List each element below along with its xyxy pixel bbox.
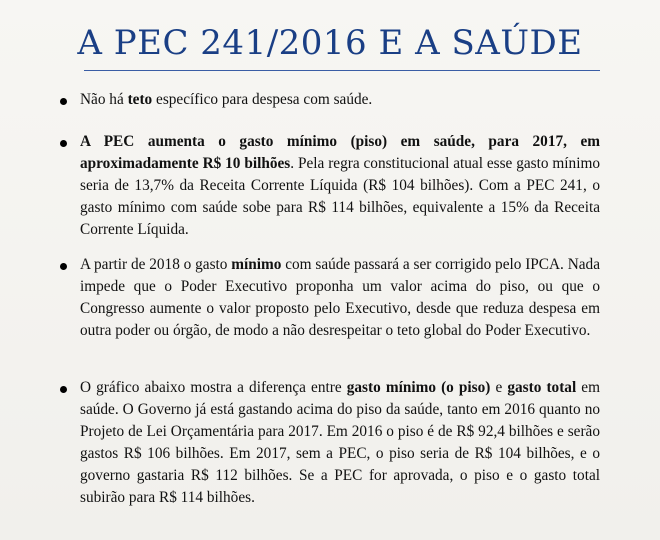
title-divider (84, 70, 600, 71)
bullet-text-gasto-minimo (80, 131, 600, 241)
text-segment: e (490, 379, 508, 396)
bullet-marker (60, 263, 67, 270)
text-segment: específico para despesa com saúde. (152, 91, 373, 108)
page-title: A PEC 241/2016 E A SAÚDE (77, 23, 583, 63)
bullet-text-correcao-ipca (80, 254, 600, 342)
bullet-marker (60, 98, 67, 105)
bold-text-segment: A PEC aumenta o gasto mínimo (piso) em saúde, para 2017, em aproximadamente R$ 10 bilhões (80, 133, 600, 172)
bold-text-segment: teto (127, 91, 153, 108)
text-segment: O gráfico abaixo mostra a diferença entre (80, 379, 347, 396)
bullet-marker (60, 386, 67, 393)
text-segment: A partir de 2018 o gasto (80, 256, 232, 273)
bullet-marker (60, 140, 67, 147)
bold-text-segment: gasto mínimo (o piso) (346, 379, 491, 396)
text-segment: . Pela regra constitucional atual esse gasto mínimo seria de 13,7% da Receita Corrente Líquida (R$ 104 bilhões). Com a PEC 241, o gasto mínimo com saúde sobe para R$ 114 bilhões, equivalente a 15% da Receita Corrente Líquida. (80, 155, 600, 238)
text-segment: Não há (80, 91, 128, 108)
bullet-text-grafico (80, 377, 600, 509)
text-segment: em saúde. O Governo já está gastando acima do piso da saúde, tanto em 2016 quanto no Projeto de Lei Orçamentária para 2017. Em 2016 o piso é de R$ 92,4 bilhões e serão gastos R$ 106 bilhões. Em 2017, sem a PEC, o piso seria de R$ 104 bilhões, e o governo gastaria R$ 112 bilhões. Se a PEC for aprovada, o piso e o gasto total subirão para R$ 114 bilhões. (80, 379, 600, 506)
bold-text-segment: mínimo (231, 256, 282, 273)
text-segment: com saúde passará a ser corrigido pelo IPCA. Nada impede que o Poder Executivo proponha um valor acima do piso, ou que o Congresso aumente o valor proposto pelo Executivo, desde que reduza despesa em outra poder ou órgão, de modo a não desrespeitar o teto global do Poder Executivo. (80, 256, 600, 339)
bold-text-segment: gasto total (507, 379, 577, 396)
bullet-text-teto (80, 89, 600, 111)
